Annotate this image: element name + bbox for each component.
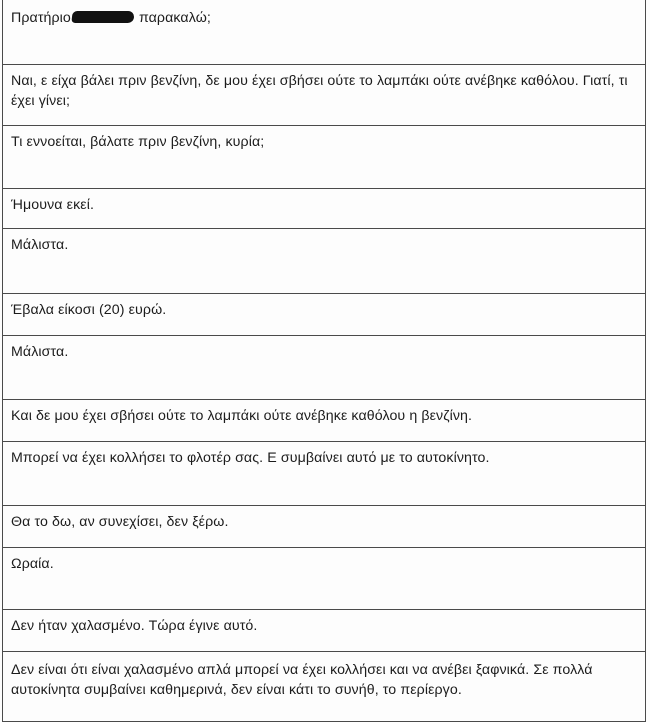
- transcript-text: παρακαλώ;: [138, 10, 211, 26]
- transcript-cell: [3, 506, 646, 548]
- transcript-row: [3, 126, 646, 189]
- transcript-text: Ωραία.: [11, 556, 54, 572]
- transcript-row: [3, 65, 646, 126]
- transcript-cell: [3, 0, 646, 65]
- transcript-row: [3, 400, 646, 442]
- transcript-row: [3, 336, 646, 400]
- transcript-cell: [3, 229, 646, 294]
- transcript-cell: [3, 336, 646, 400]
- transcript-table: [2, 0, 646, 722]
- transcript-text: Δεν ήταν χαλασμένο. Τώρα έγινε αυτό.: [11, 618, 258, 634]
- transcript-text: Μπορεί να έχει κολλήσει το φλοτέρ σας. Ε συμβαίνει αυτό με το αυτοκίνητο.: [11, 450, 490, 466]
- transcript-row: [3, 0, 646, 65]
- transcript-row: [3, 229, 646, 294]
- transcript-text: Πρατήριο: [11, 10, 71, 26]
- transcript-text: Ήμουνα εκεί.: [11, 197, 94, 213]
- transcript-row: [3, 189, 646, 229]
- redaction-mark: [71, 11, 134, 23]
- transcript-row: [3, 548, 646, 610]
- transcript-cell: [3, 610, 646, 652]
- transcript-text: Θα το δω, αν συνεχίσει, δεν ξέρω.: [11, 514, 229, 530]
- transcript-text: Ναι, ε είχα βάλει πριν βενζίνη, δε μου έχει σβήσει ούτε το λαμπάκι ούτε ανέβηκε καθόλου. Γιατί, τι έχει γίνει;: [11, 73, 628, 109]
- transcript-text: Μάλιστα.: [11, 237, 69, 253]
- transcript-cell: [3, 65, 646, 126]
- transcript-cell: [3, 294, 646, 336]
- transcript-text: Και δε μου έχει σβήσει ούτε το λαμπάκι ούτε ανέβηκε καθόλου η βενζίνη.: [11, 408, 473, 424]
- transcript-cell: [3, 400, 646, 442]
- transcript-text: Τι εννοείται, βάλατε πριν βενζίνη, κυρία;: [11, 134, 265, 150]
- transcript-cell: [3, 189, 646, 229]
- transcript-cell: [3, 652, 646, 722]
- transcript-row: [3, 610, 646, 652]
- transcript-row: [3, 652, 646, 722]
- transcript-cell: [3, 548, 646, 610]
- transcript-cell: [3, 126, 646, 189]
- transcript-cell: [3, 442, 646, 506]
- transcript-text: Έβαλα είκοσι (20) ευρώ.: [11, 302, 167, 318]
- transcript-row: [3, 442, 646, 506]
- transcript-row: [3, 294, 646, 336]
- transcript-row: [3, 506, 646, 548]
- transcript-text: Δεν είναι ότι είναι χαλασμένο απλά μπορεί να έχει κολλήσει και να ανέβει ξαφνικά. Σε πολλά αυτοκίνητα συμβαίνει καθημερινά, δεν είναι κάτι το συνήθ, το περίεργο.: [11, 662, 593, 698]
- transcript-text: Μάλιστα.: [11, 344, 69, 360]
